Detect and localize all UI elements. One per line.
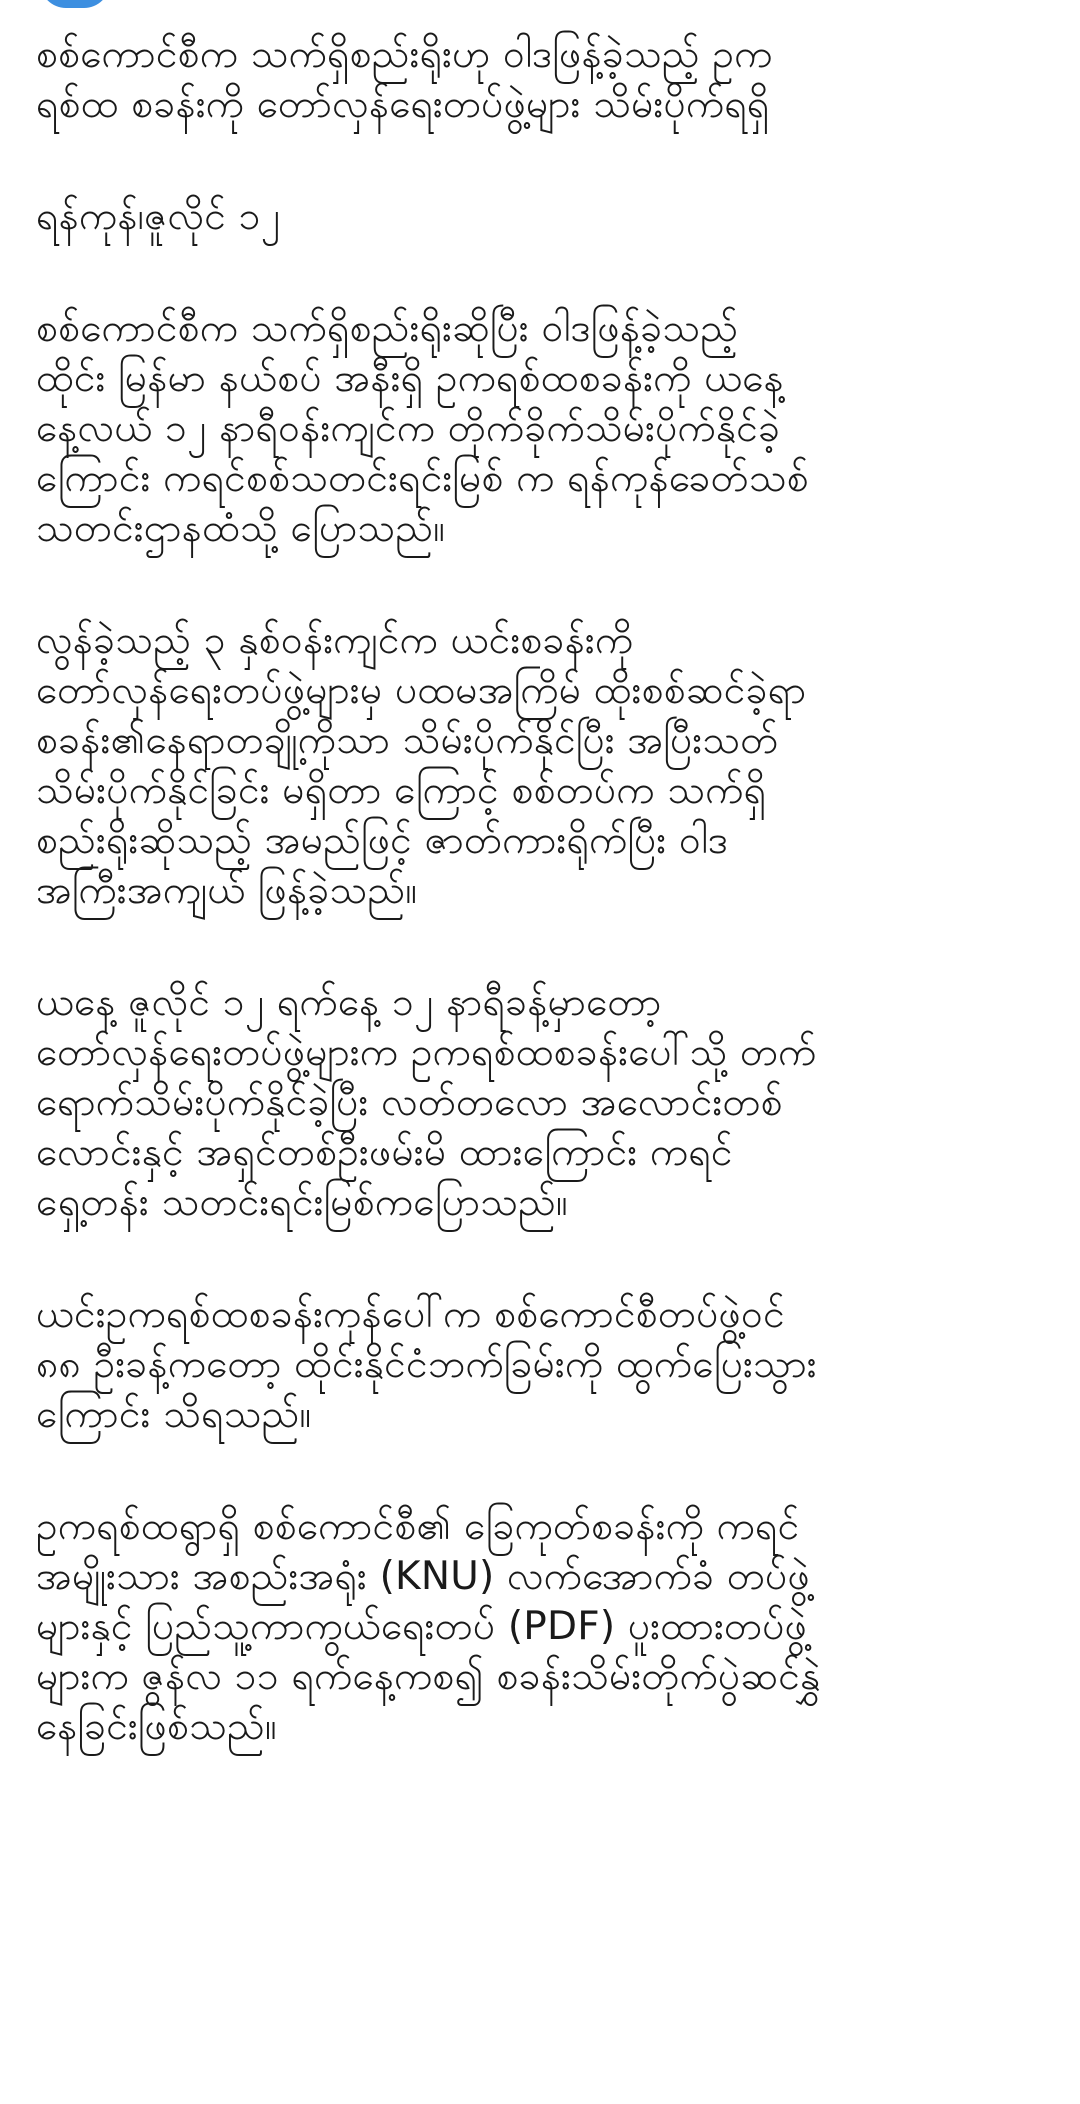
paragraph-line: စစ်ကောင်စီက သက်ရှိစည်းရိုးဆိုပြီး ဝါဒဖြန့်ခဲ့သည့် <box>36 306 739 351</box>
paragraph-line: နေ့လယ် ၁၂ နာရီဝန်းကျင်က တိုက်ခိုက်သိမ်းပိုက်နိုင်ခဲ့ <box>36 406 781 451</box>
paragraph-line: ယနေ့ ဇူလိုင် ၁၂ ရက်နေ့ ၁၂ နာရီခန့်မှာတော့ <box>36 980 662 1025</box>
paragraph-line: ၈၈ ဦးခန့်ကတော့ ထိုင်းနိုင်ငံဘက်ခြမ်းကို ထွက်ပြေးသွား <box>36 1342 817 1387</box>
paragraph-line: ကြောင်း သိရသည်။ <box>36 1392 312 1437</box>
news-article <box>36 30 1046 1814</box>
headline-line: စစ်ကောင်စီက သက်ရှိစည်းရိုးဟု ဝါဒဖြန့်ခဲ့သည့် ဥက <box>36 32 773 77</box>
paragraph-line: တော်လှန်ရေးတပ်ဖွဲ့များက ဥကရစ်ထစခန်းပေါ်သို့ တက် <box>36 1030 817 1075</box>
top-accent-decoration <box>40 0 110 8</box>
article-paragraph-4 <box>36 1290 1046 1440</box>
article-paragraph-3 <box>36 978 1046 1228</box>
paragraph-line: စည်းရိုးဆိုသည့် အမည်ဖြင့် ဇာတ်ကားရိုက်ပြီး ဝါဒ <box>36 818 729 863</box>
paragraph-line: နေခြင်းဖြစ်သည်။ <box>36 1704 277 1749</box>
article-paragraph-1 <box>36 304 1046 554</box>
paragraph-line: သိမ်းပိုက်နိုင်ခြင်း မရှိတာ ကြောင့် စစ်တပ်က သက်ရှိ <box>36 768 767 813</box>
paragraph-line: ကြောင်း ကရင်စစ်သတင်းရင်းမြစ် က ရန်ကုန်ခေတ်သစ် <box>36 456 809 501</box>
paragraph-line: စခန်း၏နေရာတချို့ကိုသာ သိမ်းပိုက်နိုင်ပြီး အပြီးသတ် <box>36 718 779 763</box>
paragraph-line: များနှင့် ပြည်သူ့ကာကွယ်ရေးတပ် (PDF) ပူးထားတပ်ဖွဲ့ <box>36 1604 808 1649</box>
paragraph-line: ရှေ့တန်း သတင်းရင်းမြစ်ကပြောသည်။ <box>36 1180 569 1225</box>
paragraph-line: တော်လှန်ရေးတပ်ဖွဲ့များမှ ပထမအကြိမ် ထိုးစစ်ဆင်ခဲ့ရာ <box>36 668 807 713</box>
article-paragraph-5 <box>36 1502 1046 1752</box>
paragraph-line: ဥကရစ်ထရွာရှိ စစ်ကောင်စီ၏ ခြေကုတ်စခန်းကို ကရင် <box>36 1504 800 1549</box>
paragraph-line: ယင်းဥကရစ်ထစခန်းကုန်ပေါ်က စစ်ကောင်စီတပ်ဖွဲ့ဝင် <box>36 1292 785 1337</box>
paragraph-line: လောင်းနှင့် အရှင်တစ်ဦးဖမ်းမိ ထားကြောင်း ကရင် <box>36 1130 733 1175</box>
article-paragraph-2 <box>36 616 1046 916</box>
paragraph-line: ရောက်သိမ်းပိုက်နိုင်ခဲ့ပြီး လတ်တလော အလောင်းတစ် <box>36 1080 783 1125</box>
dateline-text: ရန်ကုန်၊ဇူလိုင် ၁၂ <box>36 194 281 239</box>
article-dateline <box>36 192 1046 242</box>
paragraph-line: လွန်ခဲ့သည့် ၃ နှစ်ဝန်းကျင်က ယင်းစခန်းကို <box>36 618 634 663</box>
paragraph-line: ထိုင်း မြန်မာ နယ်စပ် အနီးရှိ ဥကရစ်ထစခန်းကို ယနေ့ <box>36 356 784 401</box>
paragraph-line: သတင်းဌာနထံသို့ ပြောသည်။ <box>36 506 446 551</box>
paragraph-line: အမျိုးသား အစည်းအရုံး (KNU) လက်အောက်ခံ တပ်ဖွဲ့ <box>36 1554 810 1599</box>
article-headline <box>36 30 1046 130</box>
paragraph-line: များက ဇွန်လ ၁၁ ရက်နေ့ကစ၍ စခန်းသိမ်းတိုက်ပွဲဆင်နွှဲ <box>36 1654 821 1699</box>
headline-line: ရစ်ထ စခန်းကို တော်လှန်ရေးတပ်ဖွဲ့များ သိမ်းပိုက်ရရှိ <box>36 82 770 127</box>
paragraph-line: အကြီးအကျယ် ဖြန့်ခဲ့သည်။ <box>36 868 418 913</box>
